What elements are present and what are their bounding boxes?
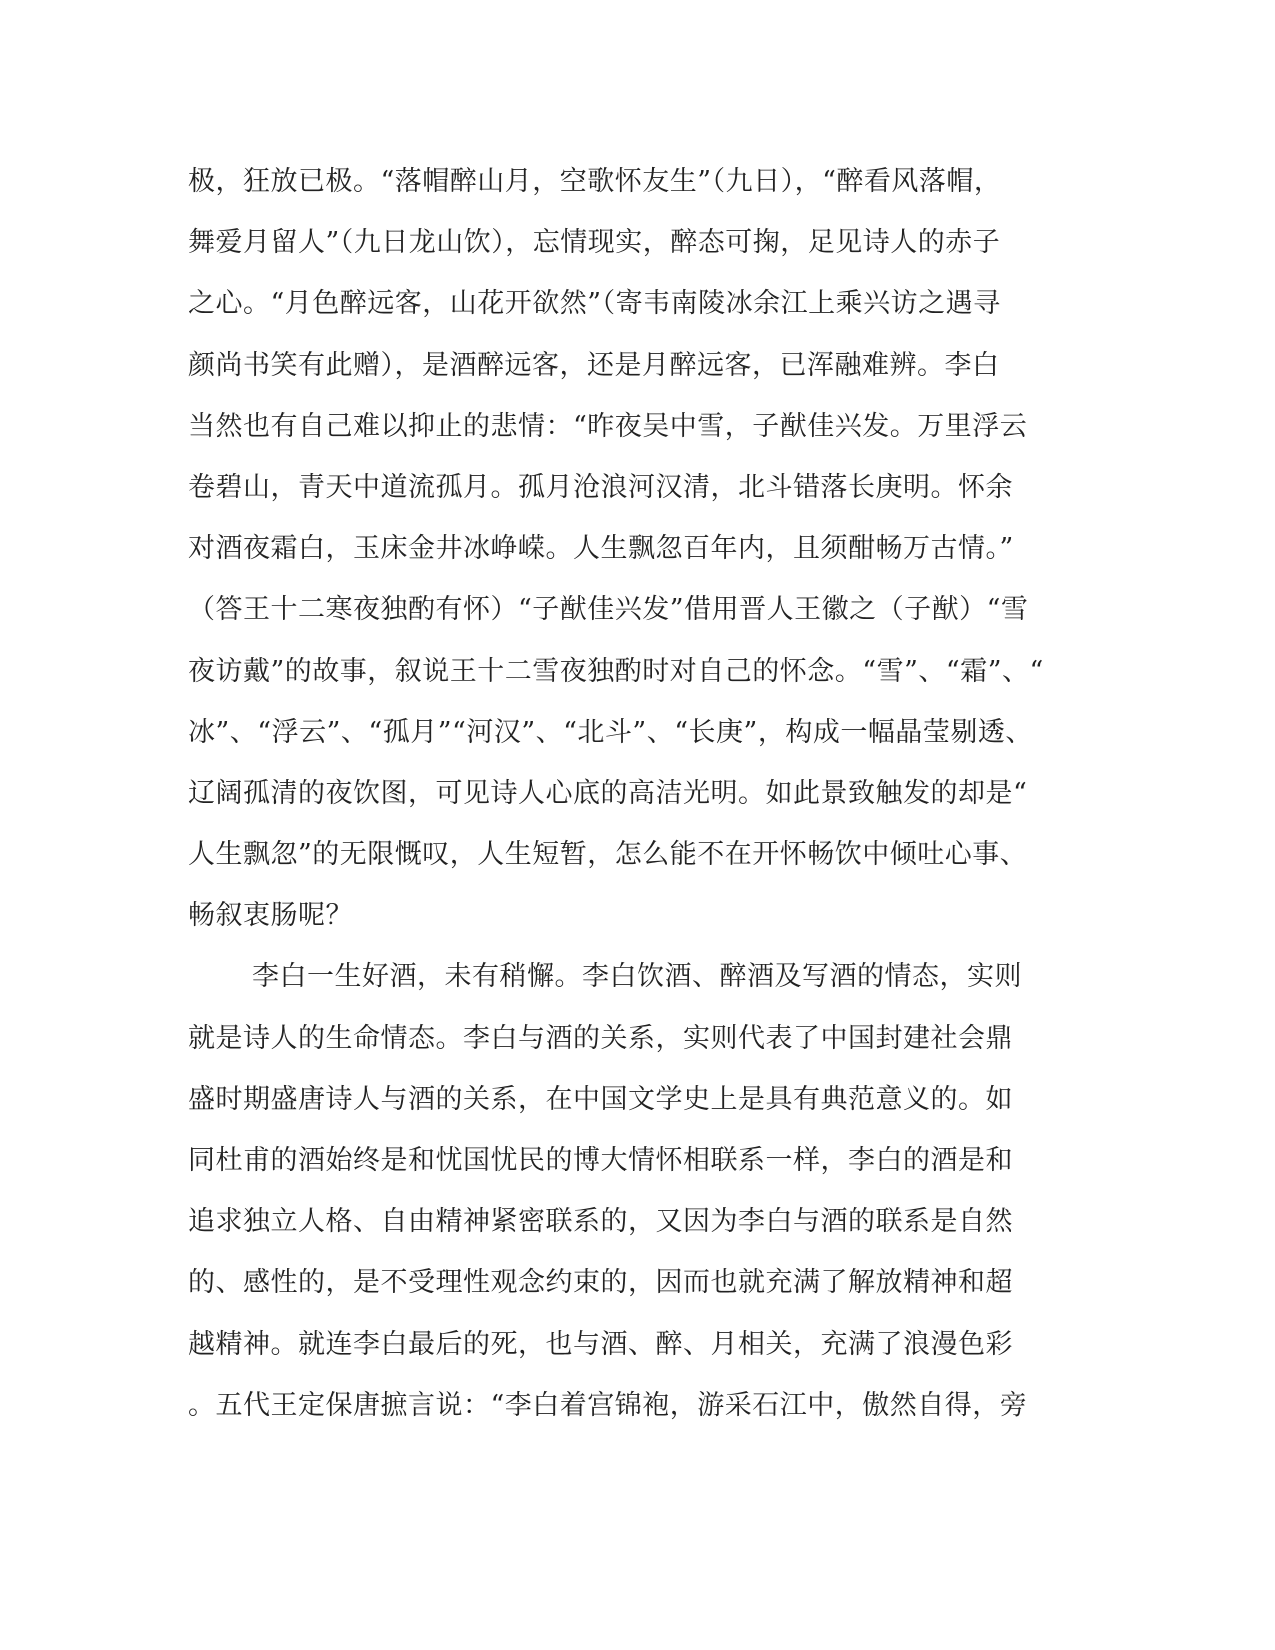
text-line: 。五代王定保唐摭言说：“李白着宫锦袍，游采石江中，傲然自得，旁 bbox=[188, 1389, 1028, 1421]
text-line: 卷碧山，青天中道流孤月。孤月沧浪河汉清，北斗错落长庚明。怀余 bbox=[188, 471, 1013, 503]
text-line: 的、感性的，是不受理性观念约束的，因而也就充满了解放精神和超 bbox=[188, 1267, 1013, 1299]
text-line: 辽阔孤清的夜饮图，可见诗人心底的高洁光明。如此景致触发的却是“ bbox=[188, 777, 1028, 809]
text-line: 对酒夜霜白，玉床金井冰峥嵘。人生飘忽百年内，且须酣畅万古情。” bbox=[188, 533, 1014, 565]
text-line: 冰”、“浮云”、“孤月”“河汉”、“北斗”、“长庚”，构成一幅晶莹剔透、 bbox=[188, 716, 1033, 748]
text-line: 舞爱月留人”（九日龙山饮），忘情现实，醉态可掬，足见诗人的赤子 bbox=[188, 227, 1001, 259]
text-line: 极，狂放已极。“落帽醉山月，空歌怀友生”（九日），“醉看风落帽， bbox=[188, 166, 1002, 197]
text-line: 夜访戴”的故事，叙说王十二雪夜独酌时对自己的怀念。“雪”、“霜”、“ bbox=[188, 655, 1044, 687]
text-line: 当然也有自己难以抑止的悲情：“昨夜吴中雪，子猷佳兴发。万里浮云 bbox=[188, 410, 1028, 442]
text-line: 人生飘忽”的无限慨叹，人生短暂，怎么能不在开怀畅饮中倾吐心事、 bbox=[188, 839, 1028, 871]
text-line: 颜尚书笑有此赠），是酒醉远客，还是月醉远客，已浑融难辨。李白 bbox=[188, 349, 1000, 381]
text-line: 越精神。就连李白最后的死，也与酒、醉、月相关，充满了浪漫色彩 bbox=[188, 1328, 1013, 1360]
text-line: 同杜甫的酒始终是和忧国忧民的博大情怀相联系一样，李白的酒是和 bbox=[188, 1145, 1013, 1176]
text-line: 畅叙衷肠呢？ bbox=[188, 900, 353, 932]
text-line: 就是诗人的生命情态。李白与酒的关系，实则代表了中国封建社会鼎 bbox=[188, 1022, 1013, 1054]
text-line: 之心。“月色醉远客，山花开欲然”（寄韦南陵冰余江上乘兴访之遇寻 bbox=[188, 288, 1001, 320]
body-text bbox=[188, 162, 1088, 1447]
text-line: 盛时期盛唐诗人与酒的关系，在中国文学史上是具有典范意义的。如 bbox=[188, 1083, 1013, 1115]
text-line: 追求独立人格、自由精神紧密联系的，又因为李白与酒的联系是自然 bbox=[188, 1206, 1013, 1238]
paragraph-start-line: 李白一生好酒，未有稍懈。李白饮酒、醉酒及写酒的情态，实则 bbox=[252, 961, 1022, 993]
text-line: （答王十二寒夜独酌有怀）“子猷佳兴发”借用晋人王徽之（子猷）“雪 bbox=[188, 594, 1029, 626]
